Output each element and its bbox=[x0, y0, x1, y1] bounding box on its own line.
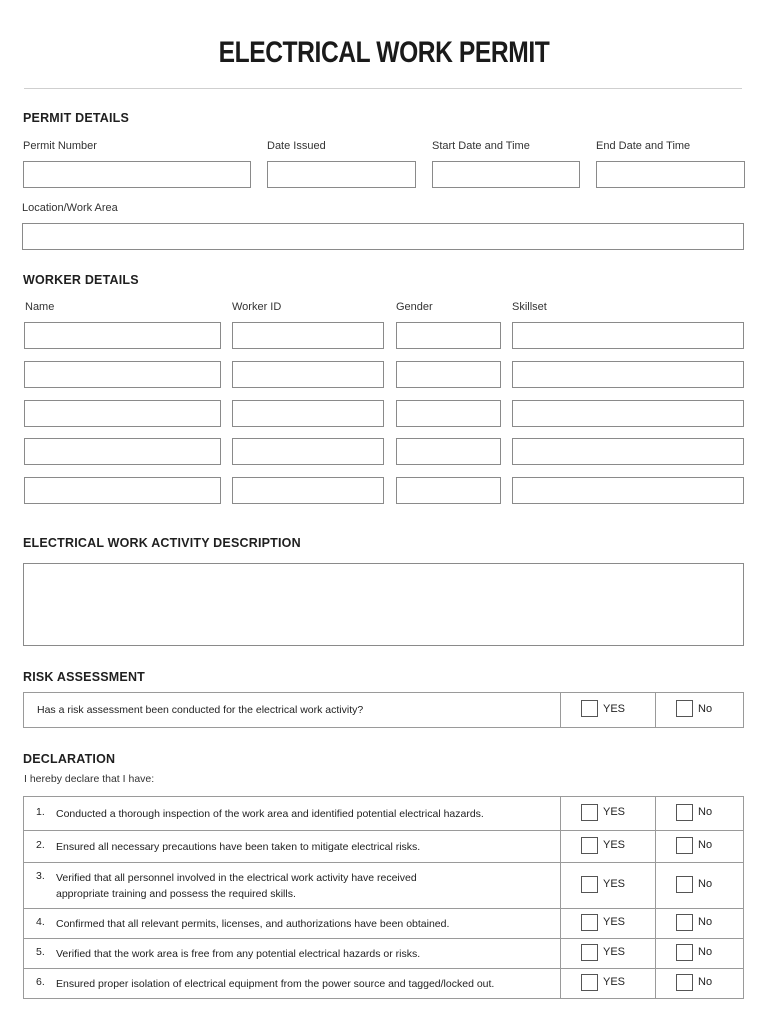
declaration-yes-option[interactable] bbox=[581, 944, 625, 961]
declaration-item-cell bbox=[24, 863, 561, 909]
declaration-yes-checkbox[interactable] bbox=[581, 974, 598, 991]
declaration-item-text-line-1: Verified that all personnel involved in the electrical work activity have received bbox=[56, 871, 417, 884]
declaration-yes-label: YES bbox=[603, 839, 626, 851]
risk-no-checkbox[interactable] bbox=[676, 700, 693, 717]
declaration-yes-label: YES bbox=[603, 946, 626, 958]
declaration-row bbox=[24, 863, 744, 909]
page-title: ELECTRICAL WORK PERMIT bbox=[218, 36, 550, 69]
declaration-heading: DECLARATION bbox=[23, 752, 116, 766]
worker-skillset-field[interactable] bbox=[512, 477, 744, 504]
declaration-yes-cell bbox=[561, 863, 656, 909]
worker-id-field[interactable] bbox=[232, 438, 384, 465]
declaration-yes-label: YES bbox=[603, 806, 626, 818]
declaration-yes-option[interactable] bbox=[581, 876, 625, 893]
location-field[interactable] bbox=[22, 223, 744, 250]
worker-skillset-field[interactable] bbox=[512, 361, 744, 388]
declaration-item-number: 1. bbox=[36, 805, 45, 818]
risk-yes-cell bbox=[561, 693, 656, 728]
risk-yes-checkbox[interactable] bbox=[581, 700, 598, 717]
declaration-no-label: No bbox=[698, 976, 713, 988]
declaration-row bbox=[24, 797, 744, 831]
declaration-item-cell bbox=[24, 831, 561, 863]
worker-gender-field[interactable] bbox=[396, 438, 501, 465]
worker-name-field[interactable] bbox=[24, 322, 221, 349]
declaration-no-cell bbox=[656, 797, 744, 831]
declaration-item-text-line-2: appropriate training and possess the required skills. bbox=[56, 887, 296, 900]
declaration-item-number: 3. bbox=[36, 869, 45, 882]
risk-assessment-table bbox=[23, 692, 744, 728]
declaration-yes-cell bbox=[561, 969, 656, 999]
risk-question: Has a risk assessment been conducted for the electrical work activity? bbox=[37, 704, 364, 716]
activity-heading: ELECTRICAL WORK ACTIVITY DESCRIPTION bbox=[23, 536, 301, 550]
title-divider bbox=[24, 88, 742, 89]
declaration-yes-checkbox[interactable] bbox=[581, 804, 598, 821]
declaration-yes-checkbox[interactable] bbox=[581, 914, 598, 931]
declaration-row bbox=[24, 969, 744, 999]
declaration-row bbox=[24, 939, 744, 969]
declaration-no-option[interactable] bbox=[676, 914, 712, 931]
worker-details-heading: WORKER DETAILS bbox=[23, 273, 139, 287]
worker-gender-field[interactable] bbox=[396, 361, 501, 388]
declaration-yes-option[interactable] bbox=[581, 804, 625, 821]
worker-gender-field[interactable] bbox=[396, 322, 501, 349]
risk-no-label: No bbox=[698, 702, 713, 715]
declaration-yes-option[interactable] bbox=[581, 837, 625, 854]
permit-number-field[interactable] bbox=[23, 161, 251, 188]
declaration-table bbox=[23, 796, 744, 999]
declaration-item-cell bbox=[24, 939, 561, 969]
declaration-yes-label: YES bbox=[603, 878, 626, 890]
declaration-no-label: No bbox=[698, 806, 713, 818]
declaration-no-label: No bbox=[698, 839, 713, 851]
permit-details-heading: PERMIT DETAILS bbox=[23, 111, 130, 125]
declaration-no-option[interactable] bbox=[676, 804, 712, 821]
declaration-item-cell bbox=[24, 969, 561, 999]
declaration-yes-cell bbox=[561, 797, 656, 831]
declaration-no-option[interactable] bbox=[676, 974, 712, 991]
risk-no-cell bbox=[656, 693, 744, 728]
declaration-yes-label: YES bbox=[603, 916, 626, 928]
permit-number-label: Permit Number bbox=[23, 140, 97, 152]
worker-id-field[interactable] bbox=[232, 361, 384, 388]
worker-name-label: Name bbox=[25, 301, 55, 313]
date-issued-field[interactable] bbox=[267, 161, 416, 188]
declaration-no-label: No bbox=[698, 946, 713, 958]
declaration-item-number: 4. bbox=[36, 915, 45, 928]
worker-gender-field[interactable] bbox=[396, 477, 501, 504]
declaration-no-label: No bbox=[698, 916, 713, 928]
declaration-no-checkbox[interactable] bbox=[676, 837, 693, 854]
worker-name-field[interactable] bbox=[24, 361, 221, 388]
declaration-item-text: Confirmed that all relevant permits, licenses, and authorizations have been obtained. bbox=[56, 917, 450, 930]
declaration-no-option[interactable] bbox=[676, 944, 712, 961]
worker-skillset-field[interactable] bbox=[512, 400, 744, 427]
declaration-item-text: Ensured proper isolation of electrical equipment from the power source and tagged/locked out. bbox=[56, 977, 495, 990]
end-date-label: End Date and Time bbox=[596, 140, 691, 152]
declaration-yes-cell bbox=[561, 939, 656, 969]
declaration-no-option[interactable] bbox=[676, 876, 712, 893]
risk-assessment-heading: RISK ASSESSMENT bbox=[23, 670, 146, 684]
declaration-no-label: No bbox=[698, 878, 713, 890]
start-date-field[interactable] bbox=[432, 161, 580, 188]
declaration-item-number: 6. bbox=[36, 975, 45, 988]
declaration-no-cell bbox=[656, 831, 744, 863]
worker-skillset-label: Skillset bbox=[512, 301, 547, 313]
declaration-yes-cell bbox=[561, 909, 656, 939]
declaration-no-cell bbox=[656, 969, 744, 999]
declaration-yes-checkbox[interactable] bbox=[581, 876, 598, 893]
declaration-row bbox=[24, 831, 744, 863]
risk-yes-option[interactable] bbox=[581, 700, 625, 717]
worker-name-field[interactable] bbox=[24, 400, 221, 427]
declaration-no-checkbox[interactable] bbox=[676, 974, 693, 991]
declaration-no-option[interactable] bbox=[676, 837, 712, 854]
declaration-no-checkbox[interactable] bbox=[676, 944, 693, 961]
risk-question-cell bbox=[24, 693, 561, 728]
activity-description-field[interactable] bbox=[23, 563, 744, 646]
risk-yes-label: YES bbox=[603, 702, 626, 715]
worker-id-field[interactable] bbox=[232, 322, 384, 349]
date-issued-label: Date Issued bbox=[267, 140, 326, 152]
declaration-no-cell bbox=[656, 909, 744, 939]
declaration-item-text: Conducted a thorough inspection of the work area and identified potential electrical hazards. bbox=[56, 807, 484, 820]
start-date-label: Start Date and Time bbox=[432, 140, 530, 152]
worker-gender-label: Gender bbox=[396, 301, 433, 313]
declaration-yes-cell bbox=[561, 831, 656, 863]
worker-id-label: Worker ID bbox=[232, 301, 282, 313]
declaration-item-text: Verified that the work area is free from any potential electrical hazards or risks. bbox=[56, 947, 421, 960]
declaration-yes-option[interactable] bbox=[581, 974, 625, 991]
declaration-yes-option[interactable] bbox=[581, 914, 625, 931]
worker-id-field[interactable] bbox=[232, 400, 384, 427]
worker-name-field[interactable] bbox=[24, 477, 221, 504]
declaration-no-checkbox[interactable] bbox=[676, 914, 693, 931]
worker-skillset-field[interactable] bbox=[512, 322, 744, 349]
risk-row bbox=[24, 693, 744, 728]
risk-no-option[interactable] bbox=[676, 700, 712, 717]
declaration-item-text bbox=[56, 870, 417, 902]
declaration-row bbox=[24, 909, 744, 939]
end-date-field[interactable] bbox=[596, 161, 745, 188]
worker-name-field[interactable] bbox=[24, 438, 221, 465]
worker-id-field[interactable] bbox=[232, 477, 384, 504]
declaration-item-cell bbox=[24, 797, 561, 831]
declaration-no-cell bbox=[656, 939, 744, 969]
declaration-no-cell bbox=[656, 863, 744, 909]
declaration-yes-checkbox[interactable] bbox=[581, 837, 598, 854]
declaration-item-text: Ensured all necessary precautions have been taken to mitigate electrical risks. bbox=[56, 840, 421, 853]
declaration-item-number: 2. bbox=[36, 838, 45, 851]
declaration-no-checkbox[interactable] bbox=[676, 876, 693, 893]
location-label: Location/Work Area bbox=[22, 202, 118, 214]
declaration-yes-checkbox[interactable] bbox=[581, 944, 598, 961]
worker-skillset-field[interactable] bbox=[512, 438, 744, 465]
declaration-item-number: 5. bbox=[36, 945, 45, 958]
declaration-intro: I hereby declare that I have: bbox=[24, 773, 155, 785]
declaration-no-checkbox[interactable] bbox=[676, 804, 693, 821]
declaration-yes-label: YES bbox=[603, 976, 626, 988]
worker-gender-field[interactable] bbox=[396, 400, 501, 427]
declaration-item-cell bbox=[24, 909, 561, 939]
